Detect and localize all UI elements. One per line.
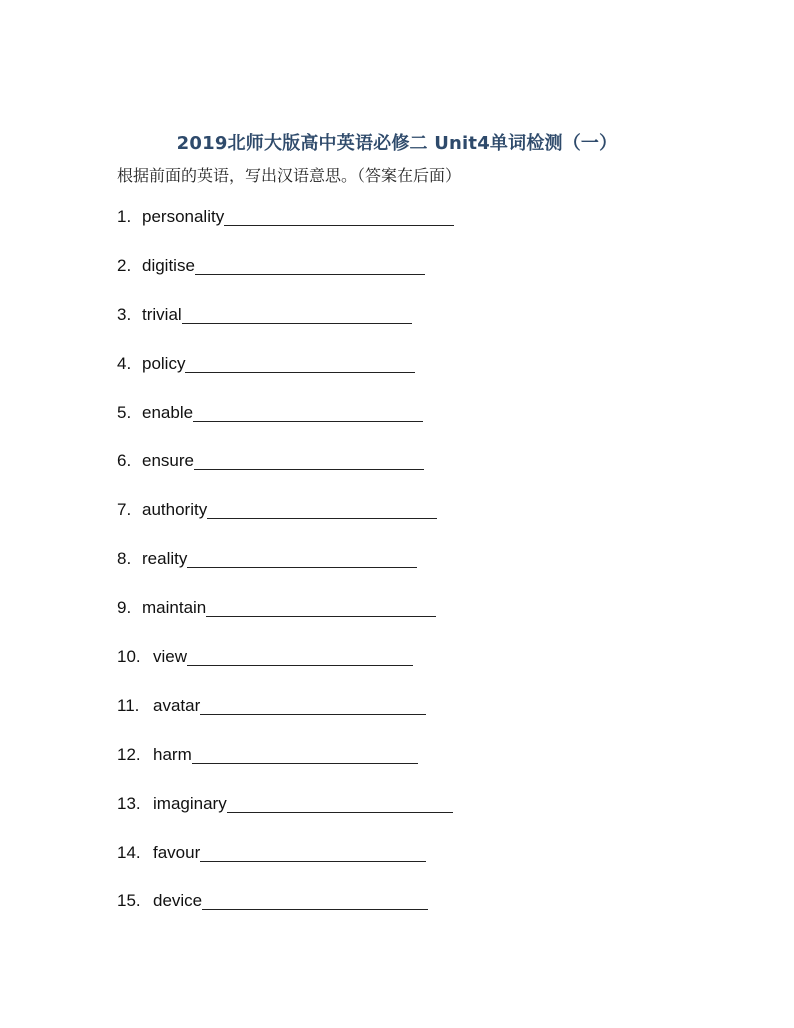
- list-item: [117, 254, 454, 303]
- list-item: [117, 449, 454, 498]
- item-number: 3.: [117, 304, 132, 324]
- item-word: reality: [142, 549, 188, 569]
- answer-blank[interactable]: [182, 303, 412, 324]
- instruction-text: 根据前面的英语，写出汉语意思。（答案在后面）: [117, 166, 462, 185]
- item-number: 11.: [117, 695, 140, 715]
- item-word: favour: [153, 842, 201, 862]
- list-item: [117, 303, 454, 352]
- answer-blank[interactable]: [193, 401, 423, 422]
- answer-blank[interactable]: [227, 792, 453, 813]
- list-item: [117, 596, 454, 645]
- answer-blank[interactable]: [195, 254, 425, 275]
- item-word: imaginary: [153, 793, 227, 813]
- item-number: 6.: [117, 451, 132, 471]
- item-word: harm: [153, 744, 192, 764]
- list-item: [117, 743, 454, 792]
- answer-blank[interactable]: [187, 547, 417, 568]
- list-item: [117, 547, 454, 596]
- answer-blank[interactable]: [224, 205, 454, 226]
- page-title: 2019北师大版高中英语必修二 Unit4单词检测（一）: [176, 133, 618, 154]
- list-item: [117, 401, 454, 450]
- answer-blank[interactable]: [206, 596, 436, 617]
- item-number: 1.: [117, 207, 132, 226]
- item-number: 14.: [117, 842, 141, 862]
- item-word: avatar: [153, 695, 201, 715]
- list-item: [117, 645, 454, 694]
- list-item: [117, 694, 454, 743]
- item-word: personality: [142, 207, 225, 226]
- answer-blank[interactable]: [192, 743, 418, 764]
- list-item: [117, 498, 454, 547]
- item-number: 8.: [117, 549, 132, 569]
- item-word: digitise: [142, 255, 195, 275]
- vocabulary-list: [117, 205, 454, 938]
- list-item: [117, 352, 454, 401]
- list-item: [117, 792, 454, 841]
- answer-blank[interactable]: [200, 841, 426, 862]
- item-word: enable: [142, 402, 194, 422]
- answer-blank[interactable]: [202, 889, 428, 910]
- answer-blank[interactable]: [187, 645, 413, 666]
- item-number: 4.: [117, 353, 132, 373]
- item-number: 10.: [117, 647, 141, 667]
- answer-blank[interactable]: [185, 352, 415, 373]
- item-number: 15.: [117, 891, 141, 911]
- item-number: 12.: [117, 744, 141, 764]
- item-word: trivial: [142, 304, 182, 324]
- answer-blank[interactable]: [207, 498, 437, 519]
- item-number: 2.: [117, 255, 132, 275]
- answer-blank[interactable]: [194, 449, 424, 470]
- list-item: [117, 889, 454, 938]
- item-number: 13.: [117, 793, 141, 813]
- item-number: 5.: [117, 402, 132, 422]
- list-item: [117, 205, 454, 254]
- list-item: [117, 841, 454, 890]
- item-number: 7.: [117, 500, 132, 520]
- answer-blank[interactable]: [200, 694, 426, 715]
- item-number: 9.: [117, 598, 132, 618]
- item-word: ensure: [142, 451, 194, 471]
- item-word: view: [153, 647, 188, 667]
- item-word: device: [153, 891, 203, 911]
- item-word: authority: [142, 500, 208, 520]
- item-word: maintain: [142, 598, 207, 618]
- item-word: policy: [142, 353, 186, 373]
